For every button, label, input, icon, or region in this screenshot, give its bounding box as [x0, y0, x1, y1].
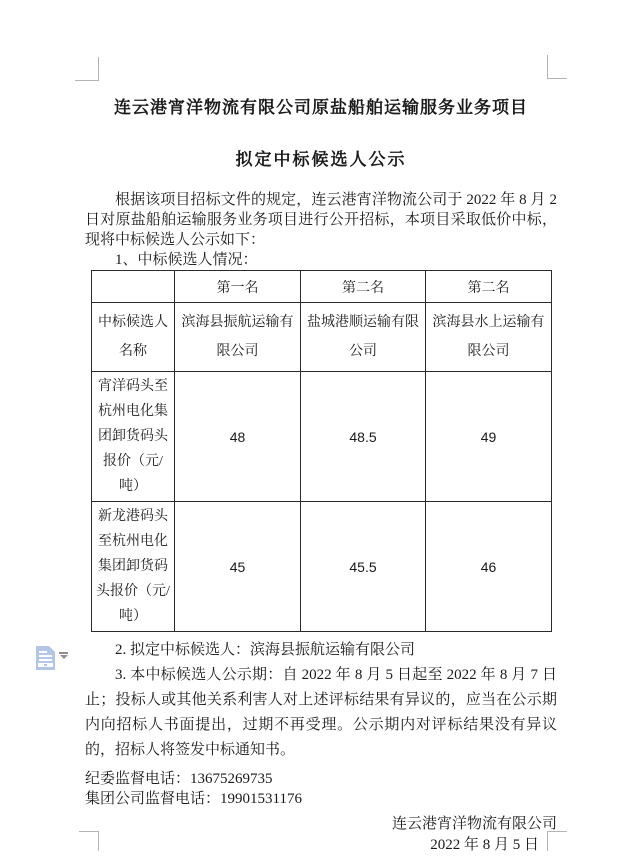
- doc-text-line: [39, 651, 47, 653]
- signature-date: 2022 年 8 月 5 日: [430, 837, 539, 853]
- chevron-bar: [59, 652, 68, 654]
- price-cell: 49: [426, 372, 552, 502]
- header-cell-rank-1: 第一名: [175, 271, 301, 303]
- table-row-candidate-names: [92, 303, 552, 372]
- header-cell-empty: [92, 271, 175, 303]
- header-cell-rank-2: 第二名: [301, 271, 426, 303]
- item2-line: 2. 拟定中标候选人：滨海县振航运输有限公司: [115, 642, 416, 658]
- candidate-name-cell: 盐城港顺运输有限公司: [301, 303, 426, 372]
- price-cell: 45: [175, 502, 301, 632]
- chevron-triangle: [60, 655, 68, 659]
- candidate-name-cell: 滨海县水上运输有限公司: [426, 303, 552, 372]
- price-cell: 46: [426, 502, 552, 632]
- price-cell: 48: [175, 372, 301, 502]
- chevron-down-icon[interactable]: [59, 652, 68, 659]
- signature-company: 连云港宵洋物流有限公司: [391, 816, 557, 832]
- table-row-price-xiaoyang: [92, 372, 552, 502]
- doc-text-line: [39, 655, 52, 657]
- doc-comment-tick: [44, 664, 47, 666]
- row-label-candidate-name: 中标候选人名称: [92, 303, 175, 372]
- document-title: 连云港宵洋物流有限公司原盐船舶运输服务业务项目: [114, 98, 528, 117]
- folded-corner: [49, 646, 55, 652]
- table-row-price-xinlonggang: [92, 502, 552, 632]
- row-label-price-xinlonggang: 新龙港码头至杭州电化集团卸货码头报价（元/吨）: [92, 502, 175, 632]
- document-subtitle: 拟定中标候选人公示: [235, 150, 407, 169]
- phone-line-discipline: 纪委监督电话：13675269735: [85, 771, 273, 787]
- comment-document-icon[interactable]: [36, 646, 55, 670]
- doc-text-line: [39, 659, 52, 661]
- signature-block: [85, 814, 557, 856]
- item3-paragraph: 3. 本中标候选人公示期：自 2022 年 8 月 5 日起至 2022 年 8 月 7 日止；投标人或其他关系利害人对上述评标结果有异议的，应当在公示期内向招标人书面提出，过期不再受理。公示期内对评标结果没有异议的，招标人将签发中标通知书。: [85, 667, 557, 758]
- phone-line-group: 集团公司监督电话：19901531176: [85, 791, 302, 807]
- price-cell: 45.5: [301, 502, 426, 632]
- intro-paragraph: 根据该项目招标文件的规定，连云港宵洋物流公司于 2022 年 8 月 2 日对原盐船舶运输服务业务项目进行公开招标，本项目采取低价中标，现将中标候选人公示如下：: [85, 192, 557, 248]
- header-cell-rank-3: 第二名: [426, 271, 552, 303]
- row-label-price-xiaoyang: 宵洋码头至杭州电化集团卸货码头报价（元/吨）: [92, 372, 175, 502]
- document-content: [85, 0, 557, 856]
- price-cell: 48.5: [301, 372, 426, 502]
- candidate-name-cell: 滨海县振航运输有限公司: [175, 303, 301, 372]
- table-header-row: [92, 271, 552, 303]
- candidates-table: [91, 270, 552, 632]
- item1-heading: 1、中标候选人情况：: [115, 252, 258, 268]
- annotation-marker[interactable]: [36, 646, 72, 672]
